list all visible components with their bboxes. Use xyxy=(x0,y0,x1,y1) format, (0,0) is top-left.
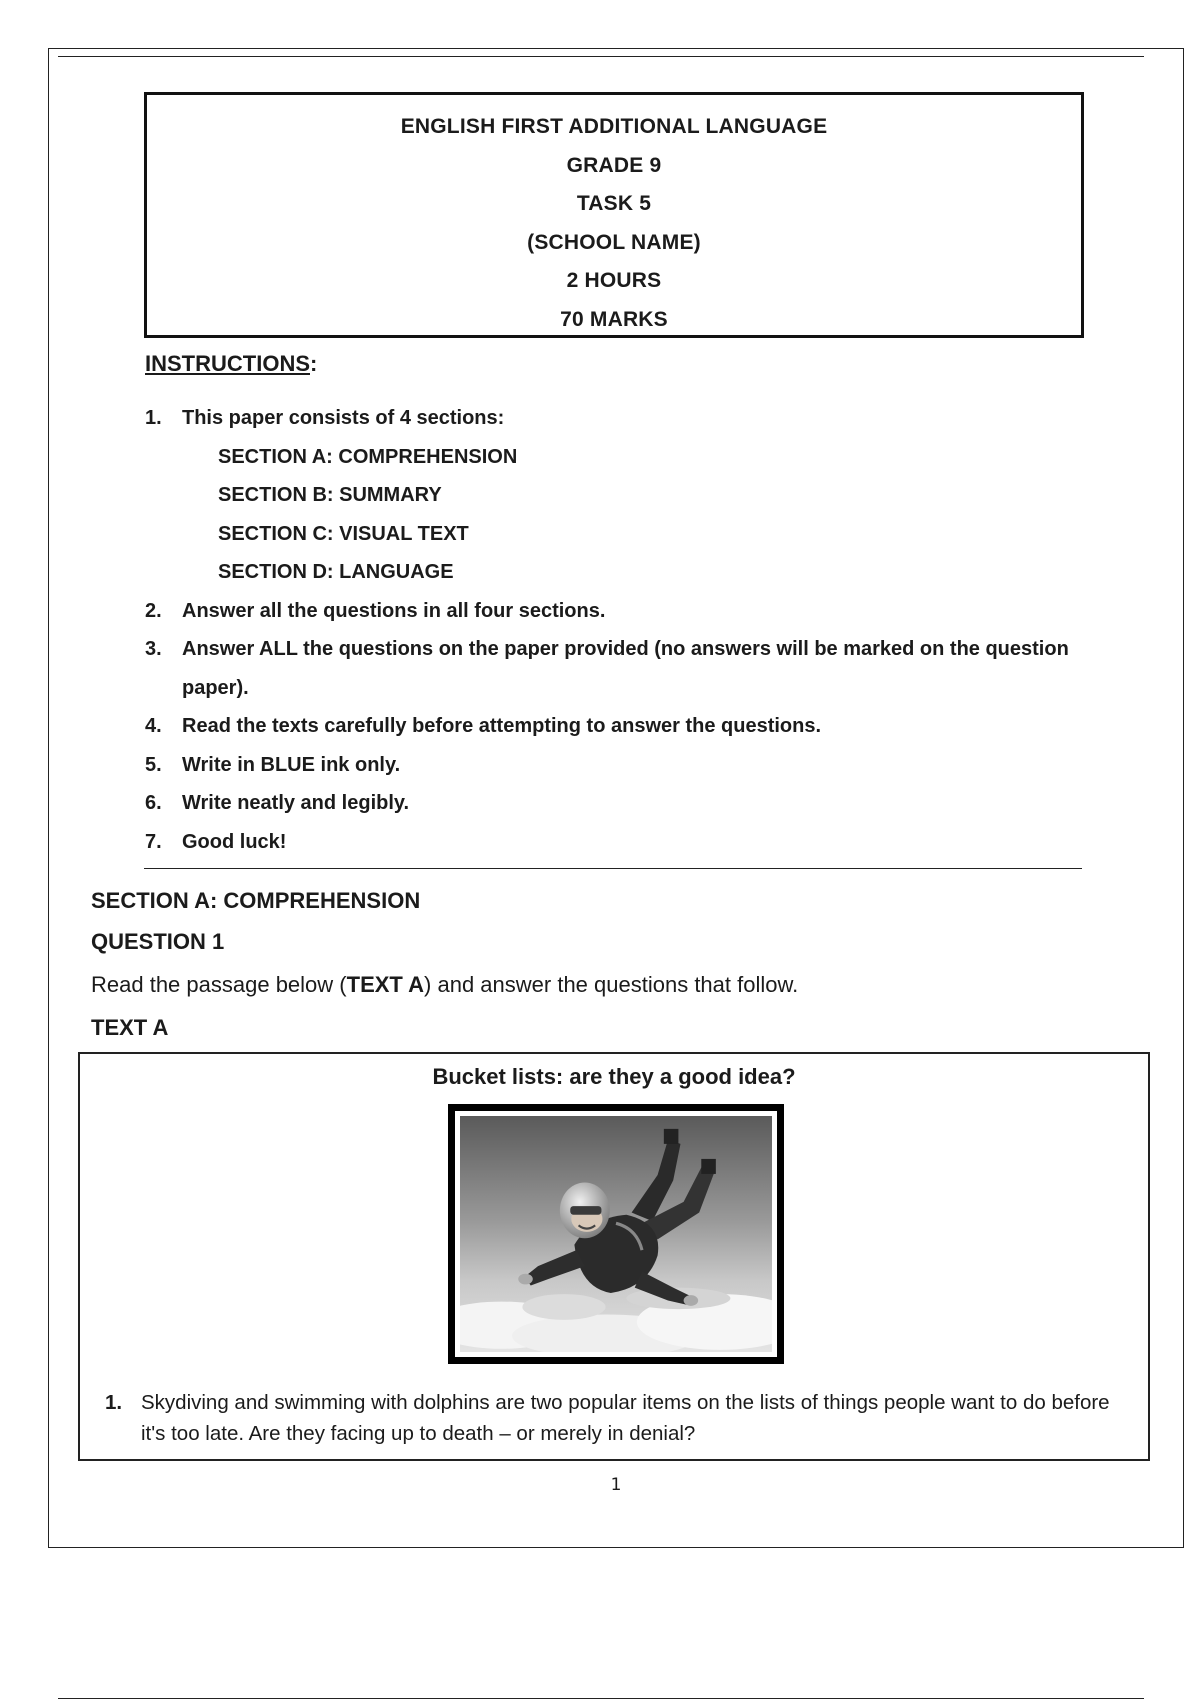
photo-mat xyxy=(455,1111,777,1357)
instruction-text: This paper consists of 4 sections: xyxy=(182,407,505,429)
bottom-rule xyxy=(58,1698,1144,1699)
instruction-text: Read the texts carefully before attempting to answer the questions. xyxy=(182,715,822,737)
section-a-title: SECTION A: COMPREHENSION xyxy=(91,888,421,913)
instruction-text: Answer all the questions in all four sections. xyxy=(182,599,606,622)
marks-label: 70 MARKS xyxy=(560,307,668,331)
skydiver-photo xyxy=(448,1104,784,1364)
top-rule xyxy=(58,56,1144,57)
grade-label: GRADE 9 xyxy=(566,153,662,177)
instruction-number: 4. xyxy=(145,715,162,737)
instruction-item xyxy=(145,784,1105,823)
school-name: (SCHOOL NAME) xyxy=(527,230,701,254)
passage-box xyxy=(78,1052,1150,1461)
question-title: QUESTION 1 xyxy=(91,929,225,954)
skydiver-illustration xyxy=(460,1116,772,1352)
instruction-item xyxy=(145,630,1105,707)
subject-title: ENGLISH FIRST ADDITIONAL LANGUAGE xyxy=(400,115,828,138)
instruction-item xyxy=(145,707,1105,746)
instruction-number: 5. xyxy=(145,753,162,776)
passage-paragraph xyxy=(105,1387,1135,1449)
section-list-item: SECTION C: VISUAL TEXT xyxy=(218,522,469,545)
instruction-number: 7. xyxy=(145,830,162,853)
section-list-item: SECTION B: SUMMARY xyxy=(218,484,442,506)
duration-label: 2 HOURS xyxy=(566,269,662,292)
section-list-item: SECTION D: LANGUAGE xyxy=(218,561,454,583)
instruction-text: Write neatly and legibly. xyxy=(182,792,410,814)
header-box xyxy=(144,92,1084,338)
page-number: 1 xyxy=(610,1475,622,1495)
read-instruction-suffix: ) and answer the questions that follow. xyxy=(424,972,799,997)
instruction-number: 6. xyxy=(145,792,162,814)
instruction-text: Answer ALL the questions on the paper provided (no answers will be marked on the question paper). xyxy=(182,638,1069,699)
photo-image xyxy=(460,1116,772,1352)
paragraph-text: Skydiving and swimming with dolphins are two popular items on the lists of things people want to do before it's too late. Are they facing up to death – or merely in denial? xyxy=(141,1391,1110,1445)
read-instruction-prefix: Read the passage below ( xyxy=(91,972,347,997)
paragraph-number: 1. xyxy=(105,1391,123,1414)
instruction-text: Good luck! xyxy=(182,830,287,853)
instructions-heading-colon: : xyxy=(310,351,318,376)
instruction-number: 1. xyxy=(145,407,162,429)
section-list-item: SECTION A: COMPREHENSION xyxy=(218,445,518,468)
instructions-heading xyxy=(145,351,317,377)
instructions-list xyxy=(145,399,1105,861)
read-instruction xyxy=(91,972,798,998)
task-label: TASK 5 xyxy=(576,192,652,215)
instruction-number: 2. xyxy=(145,599,162,622)
instruction-item xyxy=(145,399,1105,438)
instructions-divider xyxy=(144,868,1082,869)
instruction-text: Write in BLUE ink only. xyxy=(182,753,401,776)
instruction-item xyxy=(145,746,1105,785)
instruction-number: 3. xyxy=(145,638,162,660)
passage-title: Bucket lists: are they a good idea? xyxy=(432,1064,796,1089)
text-a-label: TEXT A xyxy=(91,1015,169,1040)
instruction-item xyxy=(145,592,1105,631)
read-instruction-bold: TEXT A xyxy=(346,972,425,997)
instruction-item xyxy=(145,823,1105,862)
instructions-heading-text: INSTRUCTIONS xyxy=(145,351,310,376)
